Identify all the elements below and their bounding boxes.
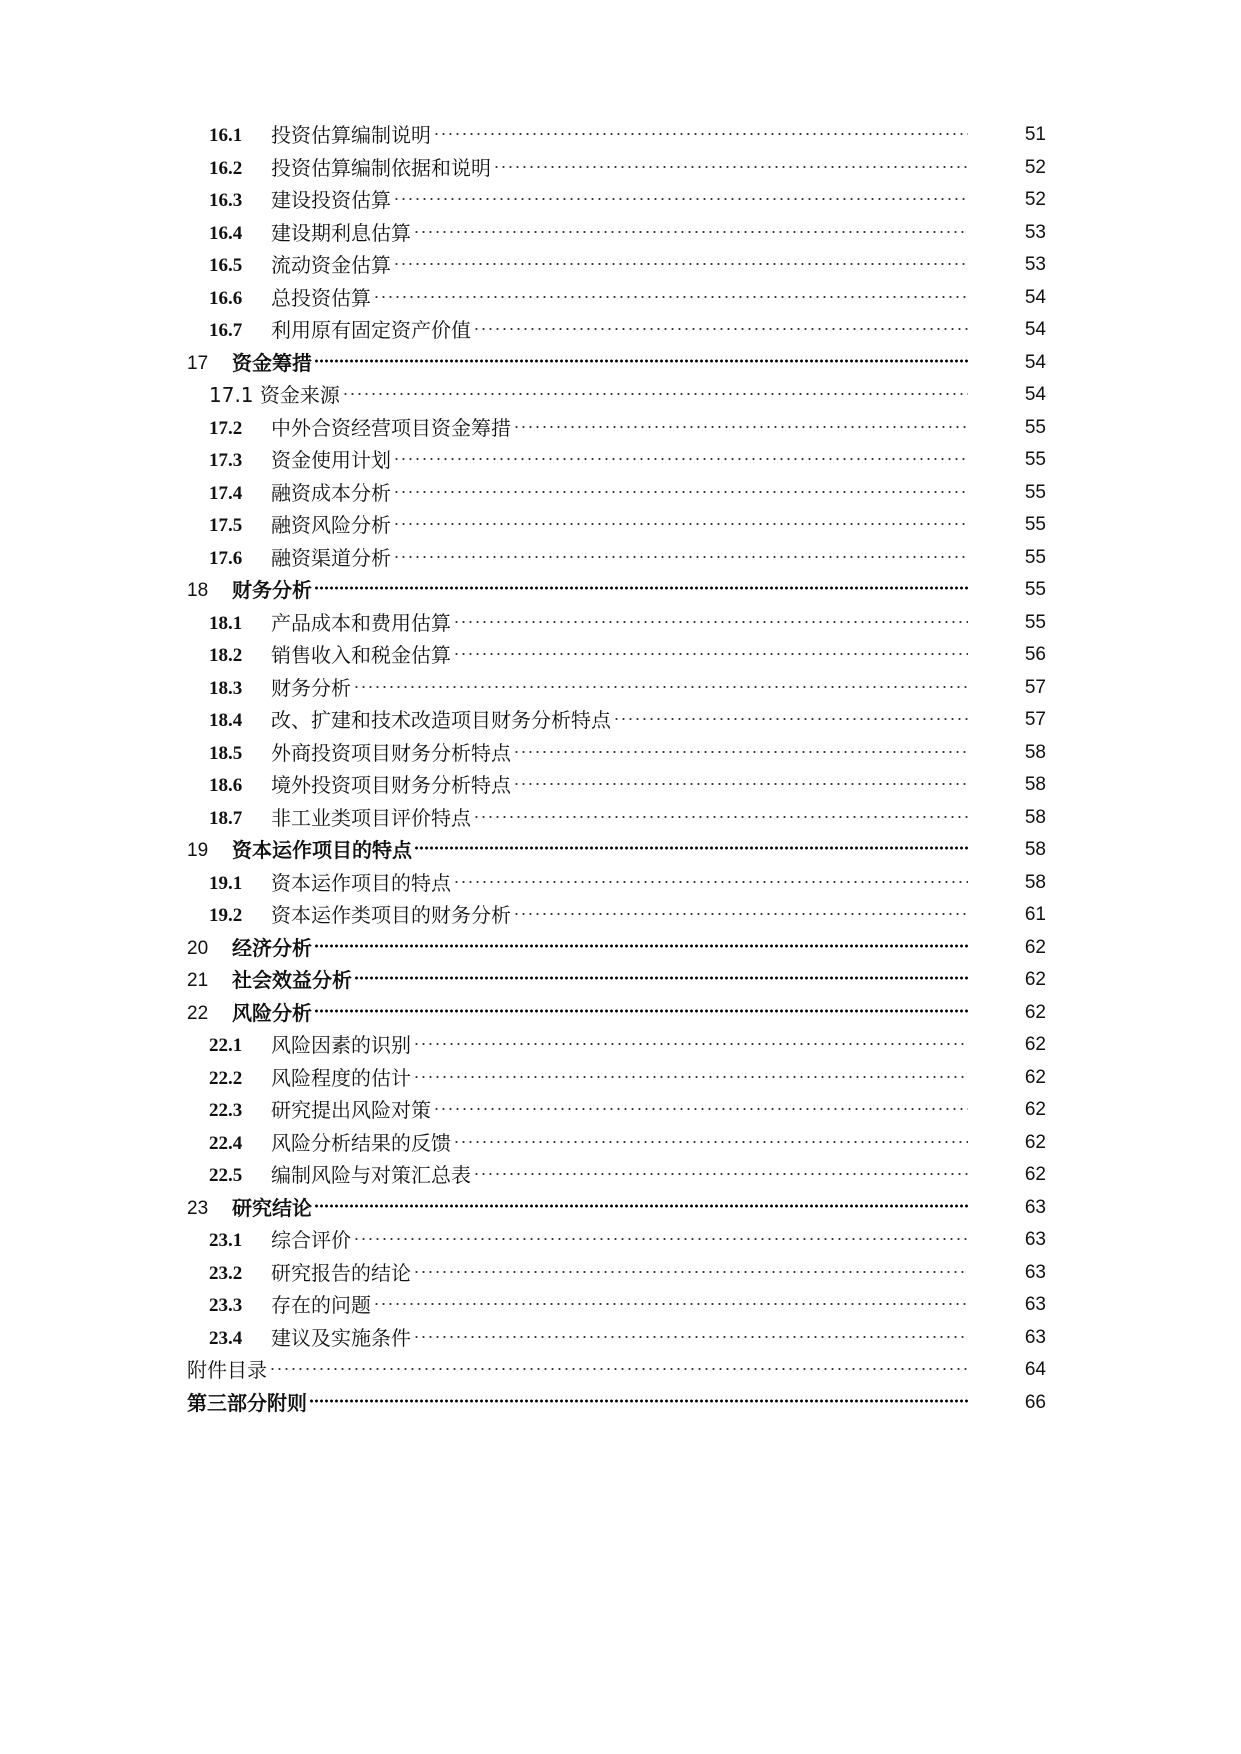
toc-leader-dots bbox=[513, 912, 968, 916]
toc-entry-title: 风险分析 bbox=[232, 1001, 312, 1025]
toc-leader-dots bbox=[513, 425, 968, 429]
toc-entry-number: 16.4 bbox=[209, 223, 243, 244]
toc-page-number: 55 bbox=[1024, 482, 1046, 503]
toc-leader-dots bbox=[453, 1140, 968, 1144]
toc-page-number: 62 bbox=[1024, 1034, 1046, 1055]
toc-page-number: 51 bbox=[1024, 124, 1046, 145]
toc-entry-title: 研究报告的结论 bbox=[271, 1261, 411, 1285]
toc-entry[interactable] bbox=[0, 1062, 1241, 1095]
toc-entry-title: 销售收入和税金估算 bbox=[271, 643, 451, 667]
toc-entry-title: 融资渠道分析 bbox=[271, 546, 391, 570]
toc-entry-title: 总投资估算 bbox=[271, 286, 371, 310]
toc-entry[interactable] bbox=[0, 184, 1241, 217]
toc-leader-dots bbox=[393, 490, 968, 494]
toc-entry-number: 18.2 bbox=[209, 645, 243, 666]
toc-leader-dots bbox=[314, 1204, 970, 1208]
toc-page-number: 62 bbox=[1024, 1099, 1046, 1120]
toc-leader-dots bbox=[393, 197, 968, 201]
toc-entry[interactable] bbox=[0, 1094, 1241, 1127]
toc-entry-number: 18.4 bbox=[209, 710, 243, 731]
toc-entry-title: 资本运作项目的特点 bbox=[271, 871, 451, 895]
toc-page-number: 55 bbox=[1024, 579, 1046, 600]
toc-entry-number: 22.4 bbox=[209, 1133, 243, 1154]
toc-page-number: 62 bbox=[1024, 1164, 1046, 1185]
toc-entry[interactable] bbox=[0, 867, 1241, 900]
toc-page-number: 62 bbox=[1024, 937, 1046, 958]
toc-entry[interactable] bbox=[0, 899, 1241, 932]
toc-entry-title: 存在的问题 bbox=[271, 1293, 371, 1317]
toc-entry-number: 23.3 bbox=[209, 1295, 243, 1316]
toc-entry-title: 风险程度的估计 bbox=[271, 1066, 411, 1090]
toc-entry-title: 资本运作类项目的财务分析 bbox=[271, 903, 511, 927]
toc-leader-dots bbox=[393, 262, 968, 266]
toc-entry-title: 流动资金估算 bbox=[271, 253, 391, 277]
toc-leader-dots bbox=[393, 555, 968, 559]
toc-entry-number: 21 bbox=[187, 970, 209, 991]
toc-page-number: 58 bbox=[1024, 872, 1046, 893]
toc-entry-number: 17.2 bbox=[209, 418, 243, 439]
toc-entry-number: 23.4 bbox=[209, 1328, 243, 1349]
toc-entry[interactable] bbox=[0, 1029, 1241, 1062]
toc-page-number: 62 bbox=[1024, 1067, 1046, 1088]
toc-entry[interactable] bbox=[0, 1257, 1241, 1290]
toc-entry-title: 投资估算编制说明 bbox=[271, 123, 431, 147]
toc-entry[interactable] bbox=[0, 1387, 1241, 1420]
toc-page-number: 62 bbox=[1024, 1132, 1046, 1153]
toc-leader-dots bbox=[473, 327, 968, 331]
toc-page-number: 58 bbox=[1024, 774, 1046, 795]
toc-leader-dots bbox=[373, 1302, 968, 1306]
toc-leader-dots bbox=[309, 1399, 970, 1403]
toc-entry-number: 22.3 bbox=[209, 1100, 243, 1121]
toc-leader-dots bbox=[373, 295, 968, 299]
toc-entry[interactable] bbox=[0, 1289, 1241, 1322]
toc-entry[interactable] bbox=[0, 932, 1241, 965]
toc-entry-number: 23.1 bbox=[209, 1230, 243, 1251]
toc-leader-dots bbox=[433, 132, 968, 136]
toc-entry-number: 18.3 bbox=[209, 678, 243, 699]
toc-page-number: 58 bbox=[1024, 742, 1046, 763]
toc-page-number: 53 bbox=[1024, 222, 1046, 243]
toc-entry-number: 16.1 bbox=[209, 125, 243, 146]
toc-page-number: 58 bbox=[1024, 807, 1046, 828]
toc-entry-number: 22.2 bbox=[209, 1068, 243, 1089]
toc-entry-title: 经济分析 bbox=[232, 936, 312, 960]
toc-entry-number: 17.5 bbox=[209, 515, 243, 536]
toc-page-number: 57 bbox=[1024, 709, 1046, 730]
toc-entry[interactable] bbox=[0, 347, 1241, 380]
toc-leader-dots bbox=[473, 1172, 968, 1176]
toc-leader-dots bbox=[342, 392, 968, 396]
toc-leader-dots bbox=[393, 457, 968, 461]
toc-entry[interactable] bbox=[0, 802, 1241, 835]
toc-entry[interactable] bbox=[0, 152, 1241, 185]
toc-entry[interactable] bbox=[0, 834, 1241, 867]
toc-entry[interactable] bbox=[0, 379, 1241, 412]
toc-page-number: 63 bbox=[1024, 1197, 1046, 1218]
toc-entry-number: 18.1 bbox=[209, 613, 243, 634]
toc-entry[interactable] bbox=[0, 1127, 1241, 1160]
toc-page-number: 54 bbox=[1024, 384, 1046, 405]
toc-page-number: 55 bbox=[1024, 449, 1046, 470]
toc-entry-title: 风险因素的识别 bbox=[271, 1033, 411, 1057]
toc-leader-dots bbox=[414, 846, 970, 850]
toc-entry-number: 16.6 bbox=[209, 288, 243, 309]
toc-leader-dots bbox=[413, 1075, 968, 1079]
toc-entry-number: 16.7 bbox=[209, 320, 243, 341]
toc-entry-title: 资金筹措 bbox=[232, 351, 312, 375]
toc-entry-number: 23.2 bbox=[209, 1263, 243, 1284]
toc-entry-title: 资金使用计划 bbox=[271, 448, 391, 472]
toc-entry[interactable] bbox=[0, 1192, 1241, 1225]
toc-entry-number: 22.5 bbox=[209, 1165, 243, 1186]
toc-leader-dots bbox=[453, 652, 968, 656]
toc-page-number: 54 bbox=[1024, 287, 1046, 308]
toc-entry-title: 财务分析 bbox=[271, 676, 351, 700]
toc-entry[interactable] bbox=[0, 314, 1241, 347]
toc-entry-title: 研究结论 bbox=[232, 1196, 312, 1220]
toc-entry-title: 资本运作项目的特点 bbox=[232, 838, 412, 862]
toc-page-number: 63 bbox=[1024, 1327, 1046, 1348]
toc-entry-number: 16.3 bbox=[209, 190, 243, 211]
toc-leader-dots bbox=[453, 880, 968, 884]
toc-entry-title: 编制风险与对策汇总表 bbox=[271, 1163, 471, 1187]
toc-leader-dots bbox=[393, 522, 968, 526]
toc-page-number: 55 bbox=[1024, 417, 1046, 438]
toc-entry-title: 中外合资经营项目资金筹措 bbox=[271, 416, 511, 440]
toc-entry-number: 20 bbox=[187, 938, 209, 959]
toc-entry[interactable] bbox=[0, 444, 1241, 477]
toc-entry-title: 产品成本和费用估算 bbox=[271, 611, 451, 635]
toc-leader-dots bbox=[413, 1335, 968, 1339]
toc-entry-number: 23 bbox=[187, 1198, 209, 1219]
toc-entry-title: 投资估算编制依据和说明 bbox=[271, 156, 491, 180]
toc-page-number: 64 bbox=[1024, 1359, 1046, 1380]
toc-leader-dots bbox=[353, 1237, 968, 1241]
toc-entry[interactable] bbox=[0, 1224, 1241, 1257]
toc-page-number: 61 bbox=[1024, 904, 1046, 925]
toc-leader-dots bbox=[473, 815, 968, 819]
toc-leader-dots bbox=[493, 165, 968, 169]
toc-entry-number: 17 bbox=[187, 353, 209, 374]
toc-entry-title: 研究提出风险对策 bbox=[271, 1098, 431, 1122]
toc-entry[interactable] bbox=[0, 119, 1241, 152]
toc-entry-number: 19 bbox=[187, 840, 209, 861]
toc-entry-title: 外商投资项目财务分析特点 bbox=[271, 741, 511, 765]
toc-entry[interactable] bbox=[0, 542, 1241, 575]
toc-page-number: 55 bbox=[1024, 514, 1046, 535]
toc-entry[interactable] bbox=[0, 412, 1241, 445]
toc-entry-title: 建设期利息估算 bbox=[271, 221, 411, 245]
toc-entry-title: 附件目录 bbox=[187, 1358, 267, 1382]
toc-leader-dots bbox=[513, 750, 968, 754]
toc-page-number: 63 bbox=[1024, 1294, 1046, 1315]
toc-leader-dots bbox=[314, 586, 970, 590]
toc-entry-title: 社会效益分析 bbox=[232, 968, 352, 992]
toc-page-number: 55 bbox=[1024, 612, 1046, 633]
toc-entry-number: 17.3 bbox=[209, 450, 243, 471]
toc-entry-number: 17.6 bbox=[209, 548, 243, 569]
toc-entry[interactable] bbox=[0, 607, 1241, 640]
toc-page-number: 58 bbox=[1024, 839, 1046, 860]
toc-entry-number: 18.5 bbox=[209, 743, 243, 764]
toc-leader-dots bbox=[413, 1042, 968, 1046]
toc-leader-dots bbox=[413, 1270, 968, 1274]
toc-page-number: 53 bbox=[1024, 254, 1046, 275]
toc-entry-title: 改、扩建和技术改造项目财务分析特点 bbox=[271, 708, 611, 732]
toc-leader-dots bbox=[513, 782, 968, 786]
toc-entry-title: 融资成本分析 bbox=[271, 481, 391, 505]
toc-leader-dots bbox=[314, 359, 970, 363]
toc-leader-dots bbox=[354, 976, 970, 980]
toc-page-number: 56 bbox=[1024, 644, 1046, 665]
toc-page-number: 62 bbox=[1024, 1002, 1046, 1023]
toc-entry-title: 17.1 资金来源 bbox=[209, 383, 340, 407]
toc-entry[interactable] bbox=[0, 1159, 1241, 1192]
toc-leader-dots bbox=[613, 717, 968, 721]
toc-entry[interactable] bbox=[0, 737, 1241, 770]
toc-entry-number: 18 bbox=[187, 580, 209, 601]
toc-entry[interactable] bbox=[0, 639, 1241, 672]
toc-leader-dots bbox=[413, 230, 968, 234]
toc-entry[interactable] bbox=[0, 1354, 1241, 1387]
toc-entry[interactable] bbox=[0, 249, 1241, 282]
toc-entry[interactable] bbox=[0, 282, 1241, 315]
toc-entry[interactable] bbox=[0, 1322, 1241, 1355]
toc-entry-title: 境外投资项目财务分析特点 bbox=[271, 773, 511, 797]
toc-page-number: 63 bbox=[1024, 1262, 1046, 1283]
toc-entry-number: 16.2 bbox=[209, 158, 243, 179]
toc-entry-number: 16.5 bbox=[209, 255, 243, 276]
toc-entry[interactable] bbox=[0, 997, 1241, 1030]
toc-page-number: 52 bbox=[1024, 157, 1046, 178]
toc-entry-number: 17.4 bbox=[209, 483, 243, 504]
toc-leader-dots bbox=[433, 1107, 968, 1111]
toc-entry-title: 建设投资估算 bbox=[271, 188, 391, 212]
toc-leader-dots bbox=[453, 620, 968, 624]
toc-leader-dots bbox=[353, 685, 968, 689]
toc-entry[interactable] bbox=[0, 964, 1241, 997]
toc-entry-title: 建议及实施条件 bbox=[271, 1326, 411, 1350]
toc-leader-dots bbox=[314, 1009, 970, 1013]
toc-entry-title: 利用原有固定资产价值 bbox=[271, 318, 471, 342]
toc-leader-dots bbox=[314, 944, 970, 948]
toc-page-number: 55 bbox=[1024, 547, 1046, 568]
toc-entry-title: 风险分析结果的反馈 bbox=[271, 1131, 451, 1155]
toc-entry[interactable] bbox=[0, 477, 1241, 510]
toc-entry[interactable] bbox=[0, 217, 1241, 250]
toc-entry-title: 综合评价 bbox=[271, 1228, 351, 1252]
toc-entry[interactable] bbox=[0, 672, 1241, 705]
toc-entry-number: 18.6 bbox=[209, 775, 243, 796]
toc-entry-title: 第三部分附则 bbox=[187, 1391, 307, 1415]
toc-page-number: 62 bbox=[1024, 969, 1046, 990]
toc-leader-dots bbox=[269, 1367, 968, 1371]
toc-page-number: 63 bbox=[1024, 1229, 1046, 1250]
toc-entry[interactable] bbox=[0, 509, 1241, 542]
toc-entry-number: 22.1 bbox=[209, 1035, 243, 1056]
toc-entry-number: 18.7 bbox=[209, 808, 243, 829]
toc-page-number: 54 bbox=[1024, 319, 1046, 340]
toc-page-number: 54 bbox=[1024, 352, 1046, 373]
toc-entry-number: 19.2 bbox=[209, 905, 243, 926]
toc-entry[interactable] bbox=[0, 769, 1241, 802]
toc-entry-title: 财务分析 bbox=[232, 578, 312, 602]
toc-entry[interactable] bbox=[0, 704, 1241, 737]
toc-page-number: 57 bbox=[1024, 677, 1046, 698]
toc-entry-title: 非工业类项目评价特点 bbox=[271, 806, 471, 830]
toc-entry-number: 19.1 bbox=[209, 873, 243, 894]
toc-page-number: 66 bbox=[1024, 1392, 1046, 1413]
toc-page-number: 52 bbox=[1024, 189, 1046, 210]
toc-entry-number: 22 bbox=[187, 1003, 209, 1024]
toc-entry-title: 融资风险分析 bbox=[271, 513, 391, 537]
toc-entry[interactable] bbox=[0, 574, 1241, 607]
